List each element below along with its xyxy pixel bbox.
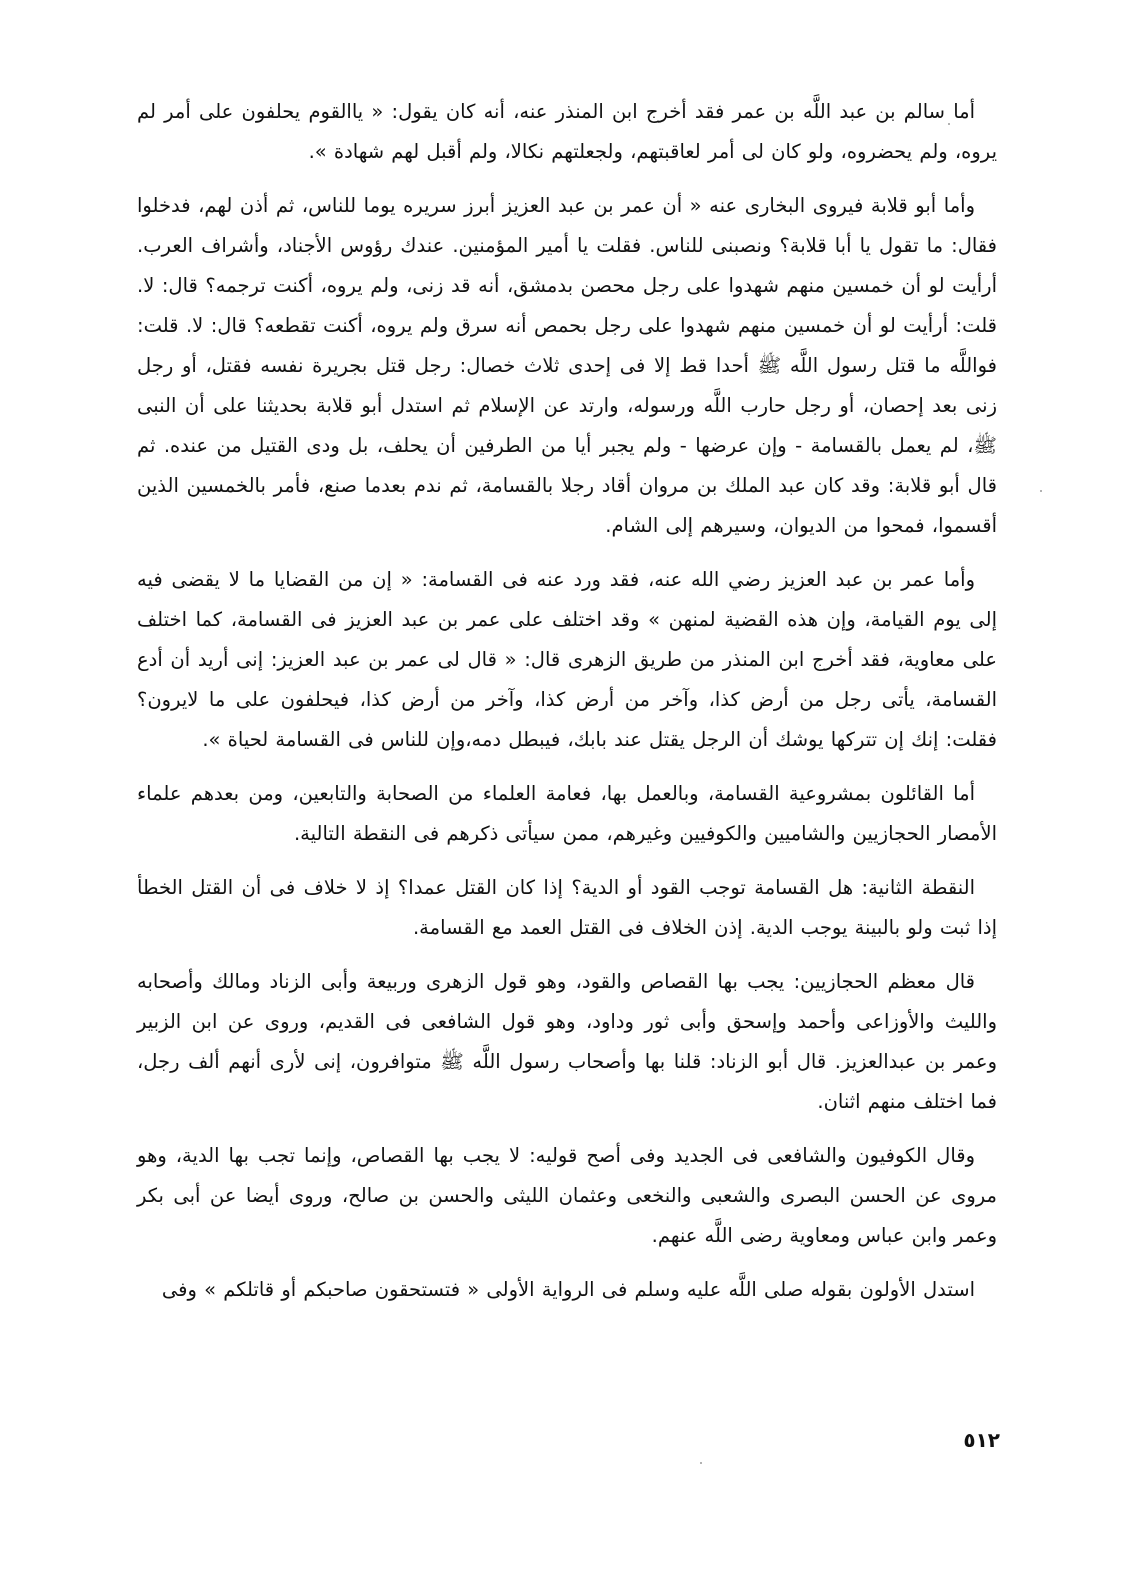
paragraph-first-group-evidence: استدل الأولون بقوله صلى اللَّه عليه وسلم فى الرواية الأولى « فتستحقون صاحبكم أو قاتلكم » وفى bbox=[161, 1278, 975, 1301]
paragraph-second-point: النقطة الثانية: هل القسامة توجب القود أو الدية؟ إذا كان القتل عمدا؟ إذ لا خلاف فى أن القتل الخطأ إذا ثبت ولو بالبينة يوجب الدية. إذن الخلاف فى القتل العمد مع القسامة. bbox=[137, 876, 997, 939]
document-page bbox=[137, 92, 997, 1324]
scan-speck bbox=[1040, 490, 1042, 492]
paragraph-umar-ibn-abdulaziz: وأما عمر بن عبد العزيز رضي الله عنه، فقد ورد عنه فى القسامة: « إن من القضايا ما لا يقضى فيه إلى يوم القيامة، وإن هذه القضية لمنهن » وقد اختلف على عمر بن عبد العزيز فى القسامة، كما اختلف على معاوية، فقد أخرج ابن المنذر من طريق الزهرى قال: « قال لى عمر بن عبد العزيز: إنى أريد أن أدع القسامة، يأتى رجل من أرض كذا، وآخر من أرض كذا، وآخر من أرض كذا، فيحلفون على ما لايرون؟ فقلت: إنك إن تتركها يوشك أن الرجل يقتل عند بابك، فيبطل دمه،وإن للناس فى القسامة لحياة ». bbox=[137, 568, 997, 751]
page-number: ٥١٢ bbox=[963, 1428, 1000, 1452]
scan-speck bbox=[700, 1462, 702, 1464]
paragraph-kufan-opinion: وقال الكوفيون والشافعى فى الجديد وفى أصح قوليه: لا يجب بها القصاص، وإنما تجب بها الدية، وهو مروى عن الحسن البصرى والشعبى والنخعى وعثمان الليثى والحسن بن صالح، وروى أيضا عن أبى بكر وعمر وابن عباس ومعاوية رضى اللَّه عنهم. bbox=[137, 1144, 997, 1247]
paragraph-hijazi-opinion: قال معظم الحجازيين: يجب بها القصاص والقود، وهو قول الزهرى وربيعة وأبى الزناد ومالك وأصحابه والليث والأوزاعى وأحمد وإسحق وأبى ثور وداود، وهو قول الشافعى فى القديم، وروى عن ابن الزبير وعمر بن عبدالعزيز. قال أبو الزناد: قلنا بها وأصحاب رسول اللَّه ﷺ متوافرون، إنى لأرى أنهم ألف رجل، فما اختلف منهم اثنان. bbox=[137, 970, 997, 1113]
scan-speck bbox=[948, 123, 950, 125]
paragraph-proponents-of-qasamah: أما القائلون بمشروعية القسامة، وبالعمل بها، فعامة العلماء من الصحابة والتابعين، ومن بعدهم علماء الأمصار الحجازيين والشاميين والكوفيين وغيرهم، ممن سيأتى ذكرهم فى النقطة التالية. bbox=[137, 782, 997, 845]
paragraph-abu-qilabah: وأما أبو قلابة فيروى البخارى عنه « أن عمر بن عبد العزيز أبرز سريره يوما للناس، ثم أذن لهم، فدخلوا فقال: ما تقول يا أبا قلابة؟ ونصبنى للناس. فقلت يا أمير المؤمنين. عندك رؤوس الأجناد، وأشراف العرب. أرأيت لو أن خمسين منهم شهدوا على رجل محصن بدمشق، أنه قد زنى، ولم يروه، أكنت ترجمه؟ قال: لا. قلت: أرأيت لو أن خمسين منهم شهدوا على رجل بحمص أنه سرق ولم يروه، أكنت تقطعه؟ قال: لا. قلت: فواللَّه ما قتل رسول اللَّه ﷺ أحدا قط إلا فى إحدى ثلاث خصال: رجل قتل بجريرة نفسه فقتل، أو رجل زنى بعد إحصان، أو رجل حارب اللَّه ورسوله، وارتد عن الإسلام ثم استدل أبو قلابة بحديثنا على أن النبى ﷺ، لم يعمل بالقسامة - وإن عرضها - ولم يجبر أيا من الطرفين أن يحلف، بل ودى القتيل من عنده. ثم قال أبو قلابة: وقد كان عبد الملك بن مروان أقاد رجلا بالقسامة، ثم ندم بعدما صنع، فأمر بالخمسين الذين أقسموا، فمحوا من الديوان، وسيرهم إلى الشام. bbox=[137, 194, 997, 537]
paragraph-salim-ibn-abdullah: أما سالم بن عبد اللَّه بن عمر فقد أخرج ابن المنذر عنه، أنه كان يقول: « ياالقوم يحلفون على أمر لم يروه، ولم يحضروه، ولو كان لى أمر لعاقبتهم، ولجعلتهم نكالا، ولم أقبل لهم شهادة ». bbox=[137, 100, 997, 163]
